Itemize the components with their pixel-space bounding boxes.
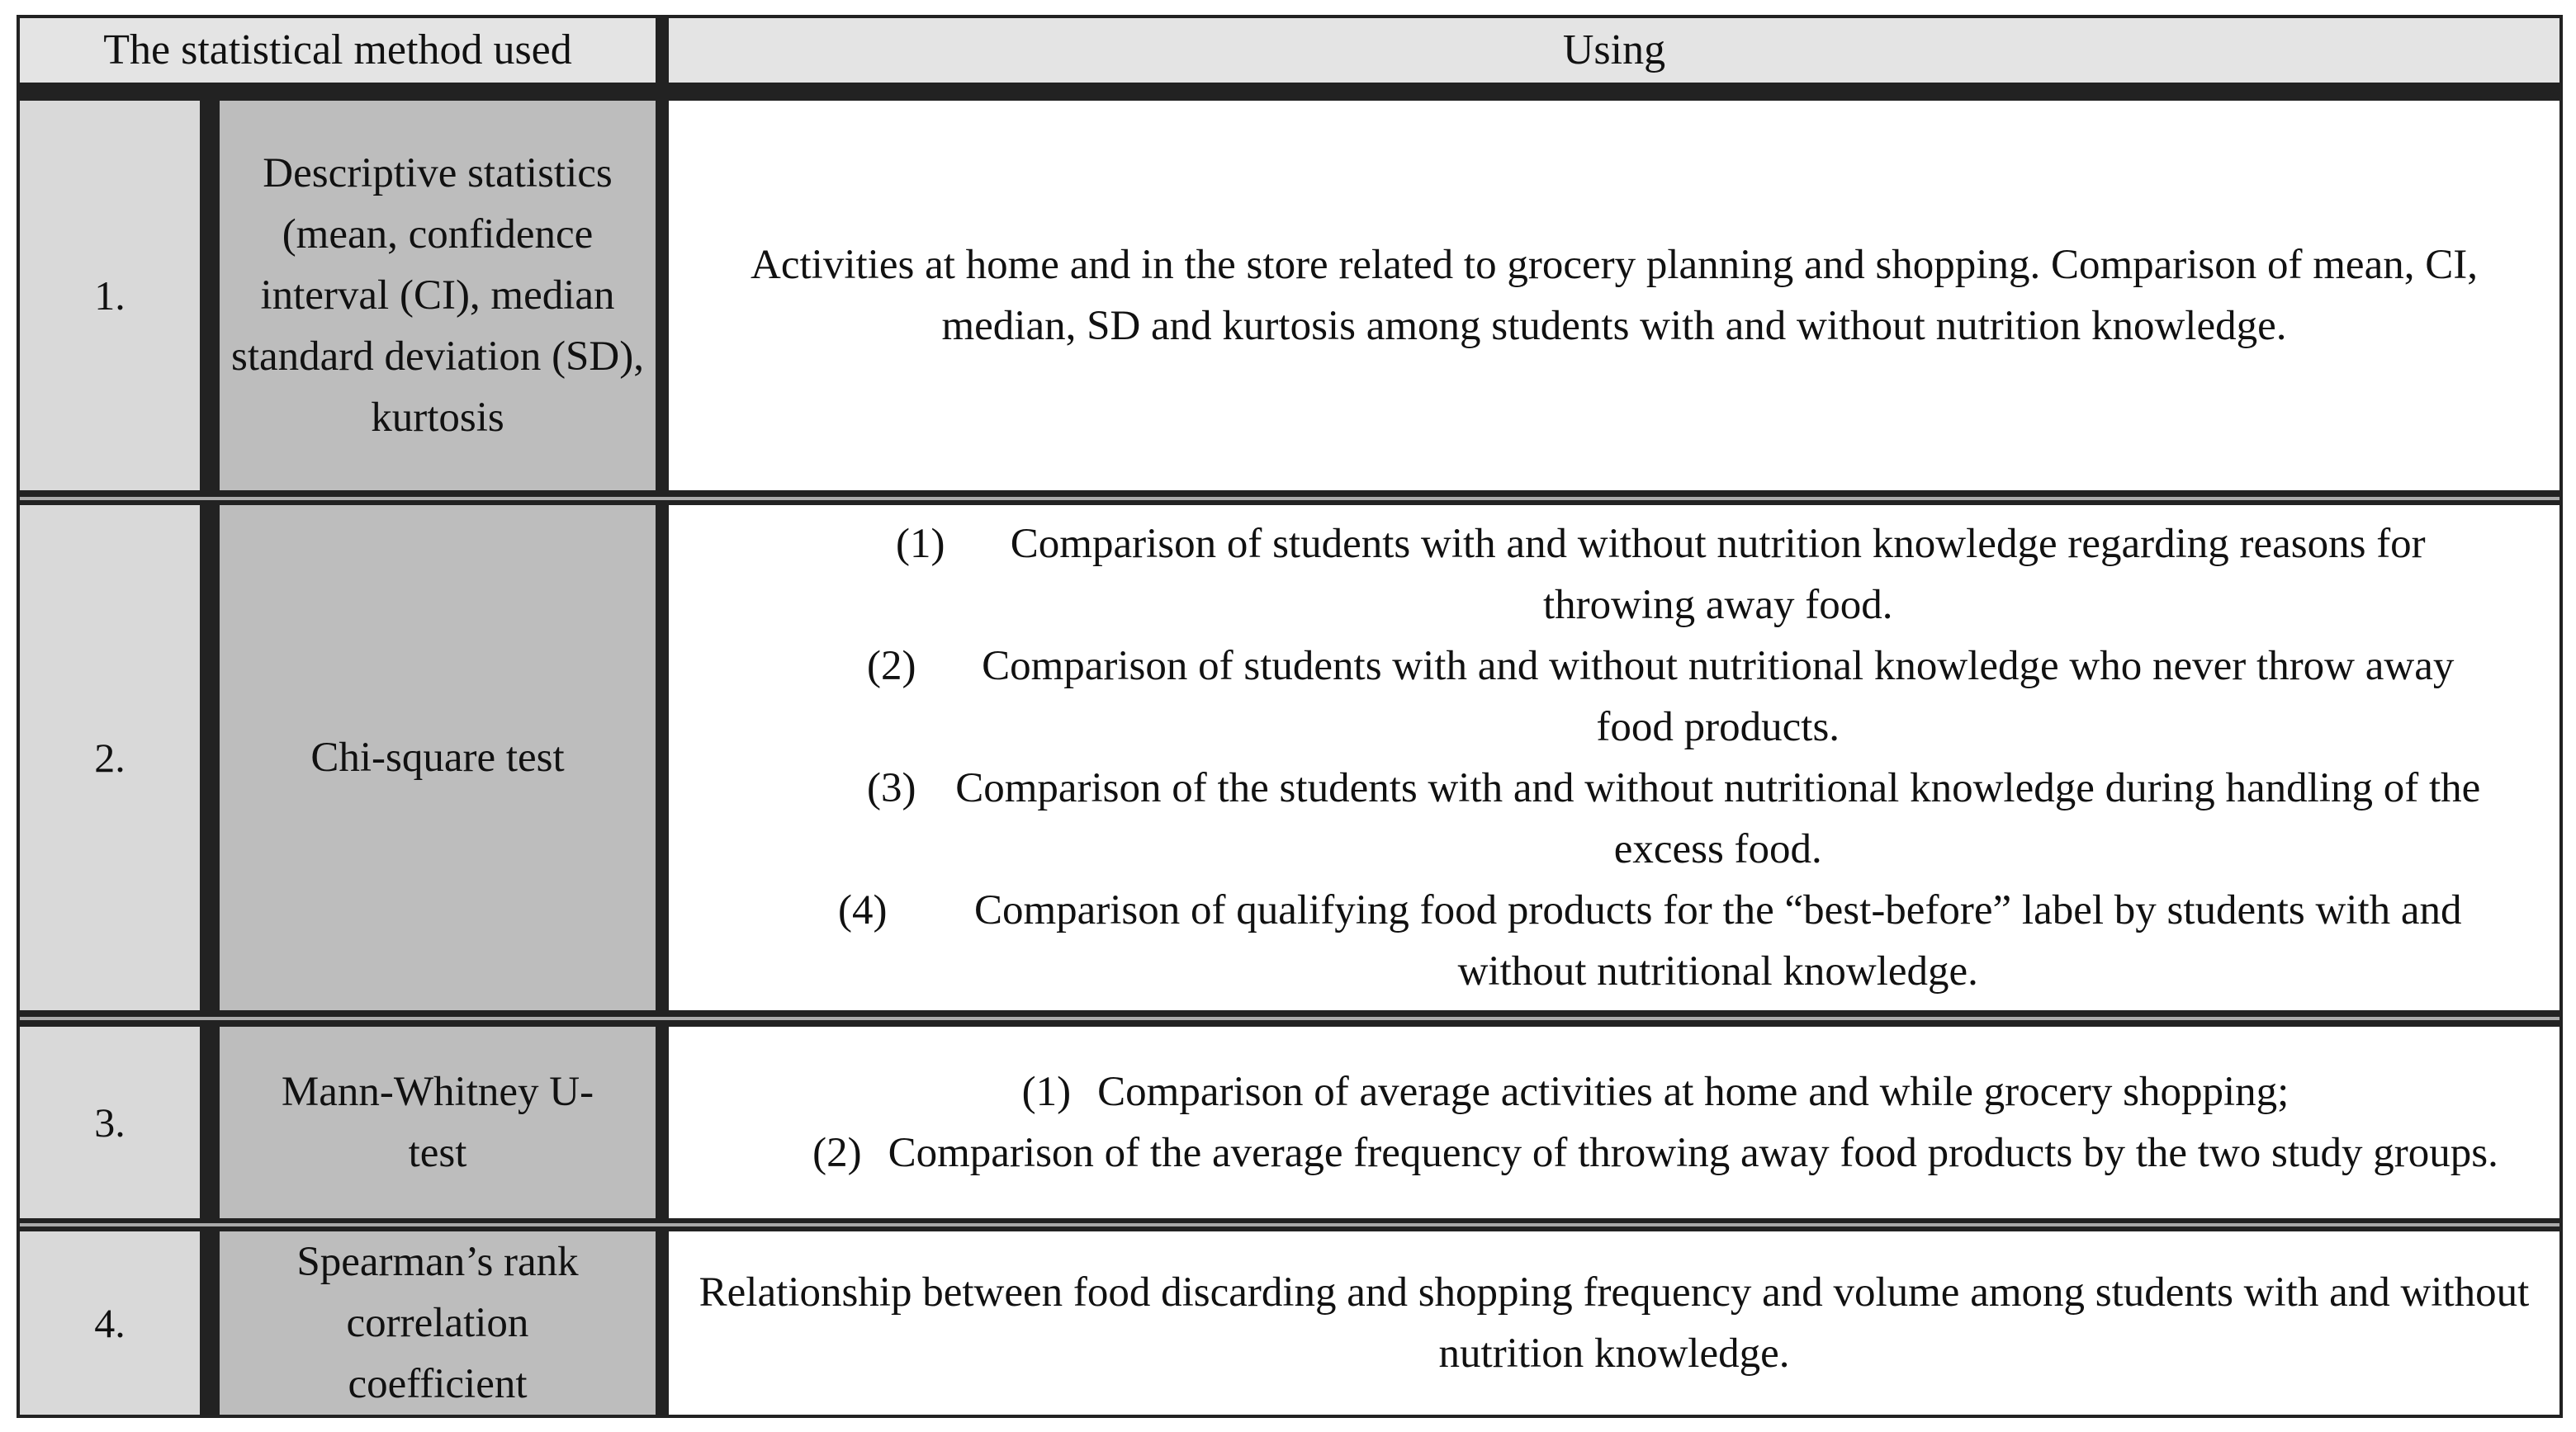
list-item-marker: (3)	[867, 765, 916, 811]
row-4-method-cell	[220, 1231, 656, 1415]
row-3-method: Mann-Whitney U-test	[281, 1069, 594, 1176]
list-item-marker: (1)	[1021, 1069, 1072, 1115]
row-2-list	[838, 513, 2522, 1002]
list-item	[780, 1122, 2531, 1184]
row-4-number: 4.	[94, 1300, 125, 1346]
row-3-using-cell	[669, 1027, 2559, 1218]
list-item	[867, 758, 2493, 880]
row-4-using: Relationship between food discarding and shopping frequency and volume among students with and without nutrition knowledge.	[698, 1269, 2530, 1377]
row-2-method: Chi-square test	[310, 735, 565, 781]
list-item	[896, 513, 2465, 636]
header-method-cell	[20, 18, 656, 83]
row-2-using-cell	[669, 505, 2559, 1010]
list-item-text: Comparison of the students with and without nutritional knowledge during handling of the excess food.	[955, 765, 2481, 872]
row-divider	[20, 1223, 2559, 1226]
list-item	[867, 636, 2493, 758]
row-1-number-cell	[20, 101, 200, 490]
row-2-number: 2.	[94, 735, 125, 781]
row-1-method-cell	[220, 101, 656, 490]
row-3-method-cell	[220, 1027, 656, 1218]
list-item	[788, 1061, 2522, 1122]
row-4-using-cell	[669, 1231, 2559, 1415]
list-item-text: Comparison of students with and without nutrition knowledge regarding reasons for throwing away food.	[1010, 521, 2426, 628]
row-1-number: 1.	[94, 272, 125, 319]
list-item-text: Comparison of students with and without nutritional knowledge who never throw away food products.	[982, 643, 2455, 750]
header-using-cell	[669, 18, 2559, 83]
row-3-number-cell	[20, 1027, 200, 1218]
row-2-number-cell	[20, 505, 200, 1010]
row-3-number: 3.	[94, 1099, 125, 1146]
list-item-marker: (2)	[867, 643, 916, 689]
row-divider	[20, 1017, 2559, 1020]
row-4-method: Spearman’s rank correlation coefficient	[296, 1239, 579, 1407]
row-1-using: Activities at home and in the store related to grocery planning and shopping. Comparison of mean, CI, median, SD and kurtosis among students with and without nutrition knowledge.	[751, 242, 2478, 349]
list-item-marker: (2)	[812, 1130, 862, 1176]
list-item-text: Comparison of the average frequency of throwing away food products by the two study groups.	[888, 1130, 2498, 1176]
row-1-using-cell	[669, 101, 2559, 490]
row-divider	[20, 497, 2559, 500]
list-item-marker: (4)	[838, 887, 888, 933]
list-item-marker: (1)	[896, 521, 945, 567]
list-item-text: Comparison of average activities at home and while grocery shopping;	[1097, 1069, 2290, 1115]
row-1-method: Descriptive statistics (mean, confidence interval (CI), median standard deviation (SD), kurtosis	[231, 150, 644, 441]
list-item	[838, 880, 2522, 1002]
list-item-text: Comparison of qualifying food products for the “best-before” label by students with and without nutritional knowledge.	[973, 887, 2462, 995]
methods-table	[17, 15, 2563, 1418]
row-2-method-cell	[220, 505, 656, 1010]
row-3-list	[780, 1061, 2531, 1184]
header-method-label: The statistical method used	[103, 26, 572, 73]
row-4-number-cell	[20, 1231, 200, 1415]
header-using-label: Using	[1562, 26, 1666, 73]
